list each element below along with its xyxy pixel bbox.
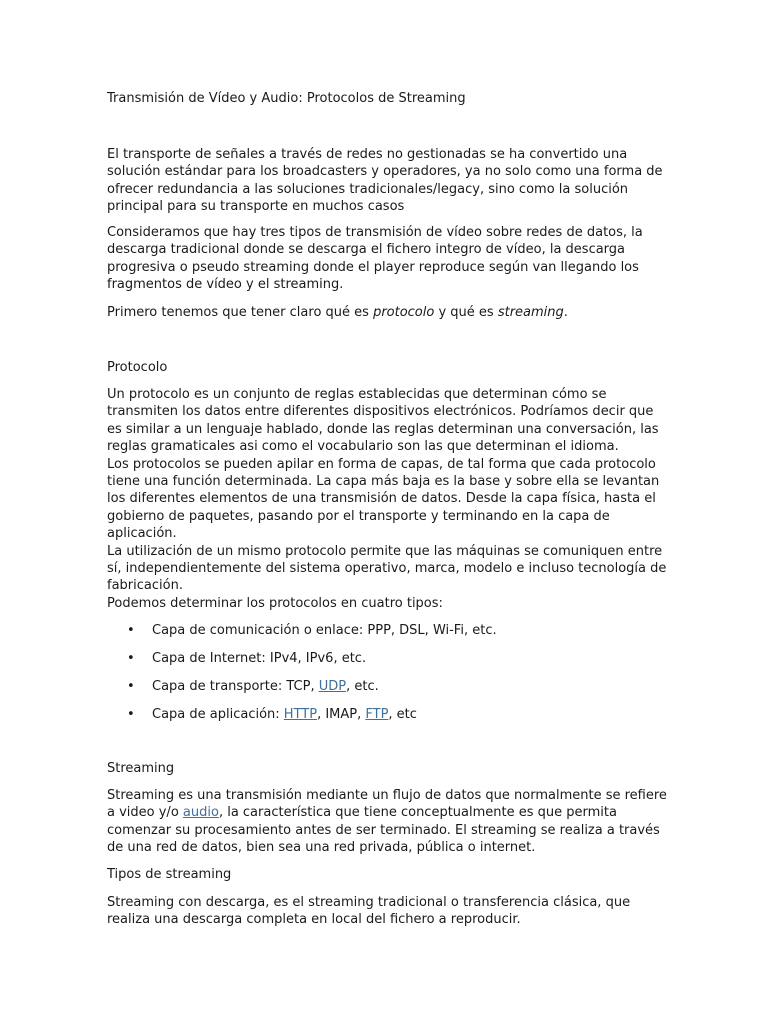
list-item-text: Capa de comunicación o enlace: PPP, DSL, Wi-Fi, etc. xyxy=(152,623,497,638)
clarify-paragraph xyxy=(107,304,667,321)
term-streaming: streaming xyxy=(497,305,564,320)
download-streaming-paragraph: Streaming con descarga, es el streaming tradicional o transferencia clásica, que realiza una descarga completa en local del fichero a reproducir. xyxy=(107,895,631,928)
bullet: • xyxy=(127,623,135,638)
streaming-text-after: , la característica que tiene conceptualmente es que permita comenzar su procesamiento antes de ser terminado. El streaming se realiza a través de una red de datos, bien sea una red privada, pública o internet. xyxy=(107,805,660,856)
protocol-types-intro: Podemos determinar los protocolos en cuatro tipos: xyxy=(107,595,443,611)
page-title: Transmisión de Vídeo y Audio: Protocolos de Streaming xyxy=(107,91,466,106)
transmission-types-paragraph: Consideramos que hay tres tipos de transmisión de vídeo sobre redes de datos, la descarga tradicional donde se descarga el fichero integro de vídeo, la descarga progresiva o pseudo streaming donde el player reproduce según van llegando los fragmentos de vídeo y el streaming. xyxy=(107,225,643,293)
list-item xyxy=(107,678,667,706)
list-item xyxy=(107,706,667,734)
list-item-text: Capa de transporte: TCP, xyxy=(152,679,319,694)
protocol-definition-paragraph: Un protocolo es un conjunto de reglas establecidas que determinan cómo se transmiten los datos entre diferentes dispositivos electrónicos. Podríamos decir que es similar a un lenguaje hablado, donde las reglas determinan una conversación, las reglas gramaticales asi como el vocabulario son las que determinan el idioma. xyxy=(107,387,659,455)
streaming-types-heading: Tipos de streaming xyxy=(107,867,232,882)
bullet: • xyxy=(127,707,135,722)
list-item-text: , etc. xyxy=(346,679,379,694)
bullet: • xyxy=(127,679,135,694)
list-item xyxy=(107,650,667,678)
protocol-section-body xyxy=(107,386,667,612)
list-item-text: Capa de aplicación: xyxy=(152,707,284,722)
streaming-heading: Streaming xyxy=(107,761,175,776)
protocol-interop-paragraph: La utilización de un mismo protocolo permite que las máquinas se comuniquen entre sí, independientemente del sistema operativo, marca, modelo e incluso tecnología de fabricación. xyxy=(107,543,667,594)
clarify-text-before: Primero tenemos que tener claro qué es xyxy=(107,305,374,320)
ftp-link[interactable]: FTP xyxy=(365,707,389,722)
intro-paragraph: El transporte de señales a través de redes no gestionadas se ha convertido una solución estándar para los broadcasters y operadores, ya no solo como una forma de ofrecer redundancia a las soluciones tradicionales/legacy, sino como la solución principal para su transporte en muchos casos xyxy=(107,147,663,215)
clarify-text-after: . xyxy=(563,305,568,320)
list-item xyxy=(107,622,667,650)
streaming-text-before: Streaming es una transmisión mediante un flujo de datos que normalmente se refiere a video y/o xyxy=(107,788,667,821)
bullet: • xyxy=(127,651,135,666)
streaming-definition-paragraph xyxy=(107,787,667,857)
list-item-text: , IMAP, xyxy=(317,707,366,722)
audio-link[interactable]: audio xyxy=(182,805,219,821)
list-item-text: , etc xyxy=(388,707,417,722)
protocol-layers-paragraph: Los protocolos se pueden apilar en forma de capas, de tal forma que cada protocolo tiene una función determinada. La capa más baja es la base y sobre ella se levantan los diferentes elementos de una transmisión de datos. Desde la capa física, hasta el gobierno de paquetes, pasando por el transporte y terminando en la capa de aplicación. xyxy=(107,456,660,542)
protocol-heading: Protocolo xyxy=(107,360,168,375)
http-link[interactable]: HTTP xyxy=(283,707,318,722)
term-protocolo: protocolo xyxy=(373,305,435,320)
protocol-layers-list xyxy=(107,622,667,734)
clarify-text-middle: y qué es xyxy=(434,305,498,320)
list-item-text: Capa de Internet: IPv4, IPv6, etc. xyxy=(152,651,367,666)
udp-link[interactable]: UDP xyxy=(318,679,347,694)
